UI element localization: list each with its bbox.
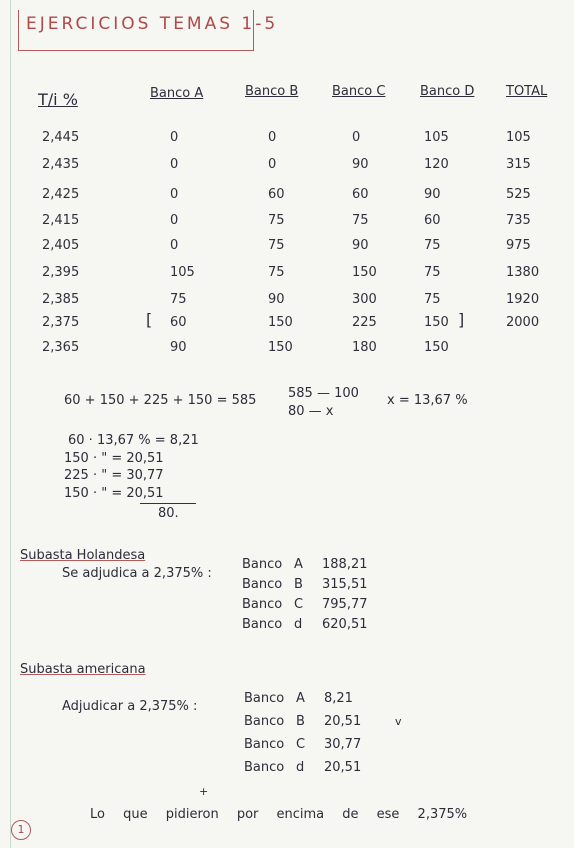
header-banco-a: Banco A (150, 86, 204, 101)
dutch-bank-value: 620,51 (322, 617, 368, 632)
table-cell: 60 (170, 315, 187, 330)
table-cell: 1920 (506, 292, 540, 307)
table-cell: 105 (170, 265, 195, 280)
sum-line: 60 + 150 + 225 + 150 = 585 (64, 393, 257, 408)
table-cell: 315 (506, 157, 531, 172)
table-cell: 75 (170, 292, 187, 307)
table-cell: 0 (170, 213, 179, 228)
pct-total: 80. (158, 506, 179, 521)
pct-line-2: 150 · " = 20,51 (64, 451, 164, 466)
table-rate-cell: 2,415 (42, 213, 80, 228)
table-rate-cell: 2,375 (42, 315, 80, 330)
page-number: 1 (11, 820, 31, 840)
american-auction-heading: Subasta americana (20, 662, 146, 677)
dutch-bank-letter: B (294, 577, 303, 592)
table-rate-cell: 2,405 (42, 238, 80, 253)
check-mark: v (395, 715, 402, 728)
american-bank-letter: d (296, 760, 305, 775)
american-bank-name: Banco (244, 691, 285, 706)
dutch-bank-name: Banco (242, 557, 283, 572)
table-cell: 90 (352, 238, 369, 253)
table-cell: 105 (424, 130, 449, 145)
table-cell: 0 (352, 130, 361, 145)
american-bank-name: Banco (244, 714, 285, 729)
dutch-bank-name: Banco (242, 577, 283, 592)
table-cell: 150 (268, 340, 293, 355)
table-cell: 120 (424, 157, 449, 172)
dutch-bank-letter: C (294, 597, 304, 612)
sum-rule (140, 503, 196, 504)
table-cell: 735 (506, 213, 531, 228)
page-title: EJERCICIOS TEMAS 1-5 (26, 14, 279, 34)
table-cell: 180 (352, 340, 377, 355)
table-cell: 90 (352, 157, 369, 172)
american-bank-name: Banco (244, 760, 285, 775)
table-cell: 150 (352, 265, 377, 280)
american-bank-letter: B (296, 714, 305, 729)
table-cell: 150 (424, 340, 449, 355)
table-cell: 90 (424, 187, 441, 202)
table-cell: 2000 (506, 315, 540, 330)
dutch-bank-letter: A (294, 557, 303, 572)
table-cell: 300 (352, 292, 377, 307)
table-rate-cell: 2,445 (42, 130, 80, 145)
american-bank-value: 20,51 (324, 760, 362, 775)
table-cell: 975 (506, 238, 531, 253)
table-cell: 225 (352, 315, 377, 330)
header-banco-d: Banco D (420, 84, 475, 99)
dutch-auction-intro: Se adjudica a 2,375% : (62, 566, 212, 581)
american-bank-letter: C (296, 737, 306, 752)
header-banco-c: Banco C (332, 84, 386, 99)
header-rate: T/i % (38, 90, 78, 109)
pct-line-1: 60 · 13,67 % = 8,21 (68, 433, 199, 448)
table-cell: 150 (268, 315, 293, 330)
american-auction-intro: Adjudicar a 2,375% : (62, 699, 198, 714)
table-cell: 0 (170, 157, 179, 172)
table-cell: 0 (170, 238, 179, 253)
table-cell: 75 (268, 238, 285, 253)
header-banco-b: Banco B (245, 84, 299, 99)
american-bank-name: Banco (244, 737, 285, 752)
rule-of-three-result: x = 13,67 % (387, 393, 468, 408)
table-cell: 1380 (506, 265, 540, 280)
dutch-bank-name: Banco (242, 617, 283, 632)
table-cell: 75 (424, 238, 441, 253)
table-cell: 75 (352, 213, 369, 228)
table-cell: 75 (424, 265, 441, 280)
plus-mark: + (199, 785, 209, 798)
header-total: TOTAL (506, 84, 548, 99)
american-bank-value: 8,21 (324, 691, 353, 706)
table-cell: 90 (268, 292, 285, 307)
margin-line (10, 0, 11, 848)
dutch-bank-value: 315,51 (322, 577, 368, 592)
dutch-bank-letter: d (294, 617, 303, 632)
table-cell: 75 (268, 265, 285, 280)
bracket-open: [ (146, 310, 153, 329)
pct-line-4: 150 · " = 20,51 (64, 486, 164, 501)
table-cell: 60 (424, 213, 441, 228)
rule-of-three-line2: 80 — x (288, 404, 334, 419)
table-rate-cell: 2,425 (42, 187, 80, 202)
table-cell: 525 (506, 187, 531, 202)
american-bank-value: 30,77 (324, 737, 362, 752)
bracket-close: ] (458, 310, 465, 329)
table-cell: 0 (268, 157, 277, 172)
table-rate-cell: 2,435 (42, 157, 80, 172)
table-cell: 0 (268, 130, 277, 145)
rule-of-three-line1: 585 — 100 (288, 386, 359, 401)
american-bank-letter: A (296, 691, 305, 706)
table-cell: 150 (424, 315, 449, 330)
table-rate-cell: 2,395 (42, 265, 80, 280)
table-cell: 0 (170, 130, 179, 145)
american-note: Lo que pidieron por encima de ese 2,375% (90, 807, 468, 822)
table-cell: 60 (268, 187, 285, 202)
dutch-auction-heading: Subasta Holandesa (20, 548, 146, 563)
pct-line-3: 225 · " = 30,77 (64, 468, 164, 483)
american-bank-value: 20,51 (324, 714, 362, 729)
table-rate-cell: 2,365 (42, 340, 80, 355)
table-rate-cell: 2,385 (42, 292, 80, 307)
table-cell: 75 (424, 292, 441, 307)
table-cell: 90 (170, 340, 187, 355)
table-cell: 105 (506, 130, 531, 145)
table-cell: 75 (268, 213, 285, 228)
dutch-bank-name: Banco (242, 597, 283, 612)
dutch-bank-value: 795,77 (322, 597, 368, 612)
dutch-bank-value: 188,21 (322, 557, 368, 572)
table-cell: 0 (170, 187, 179, 202)
table-cell: 60 (352, 187, 369, 202)
